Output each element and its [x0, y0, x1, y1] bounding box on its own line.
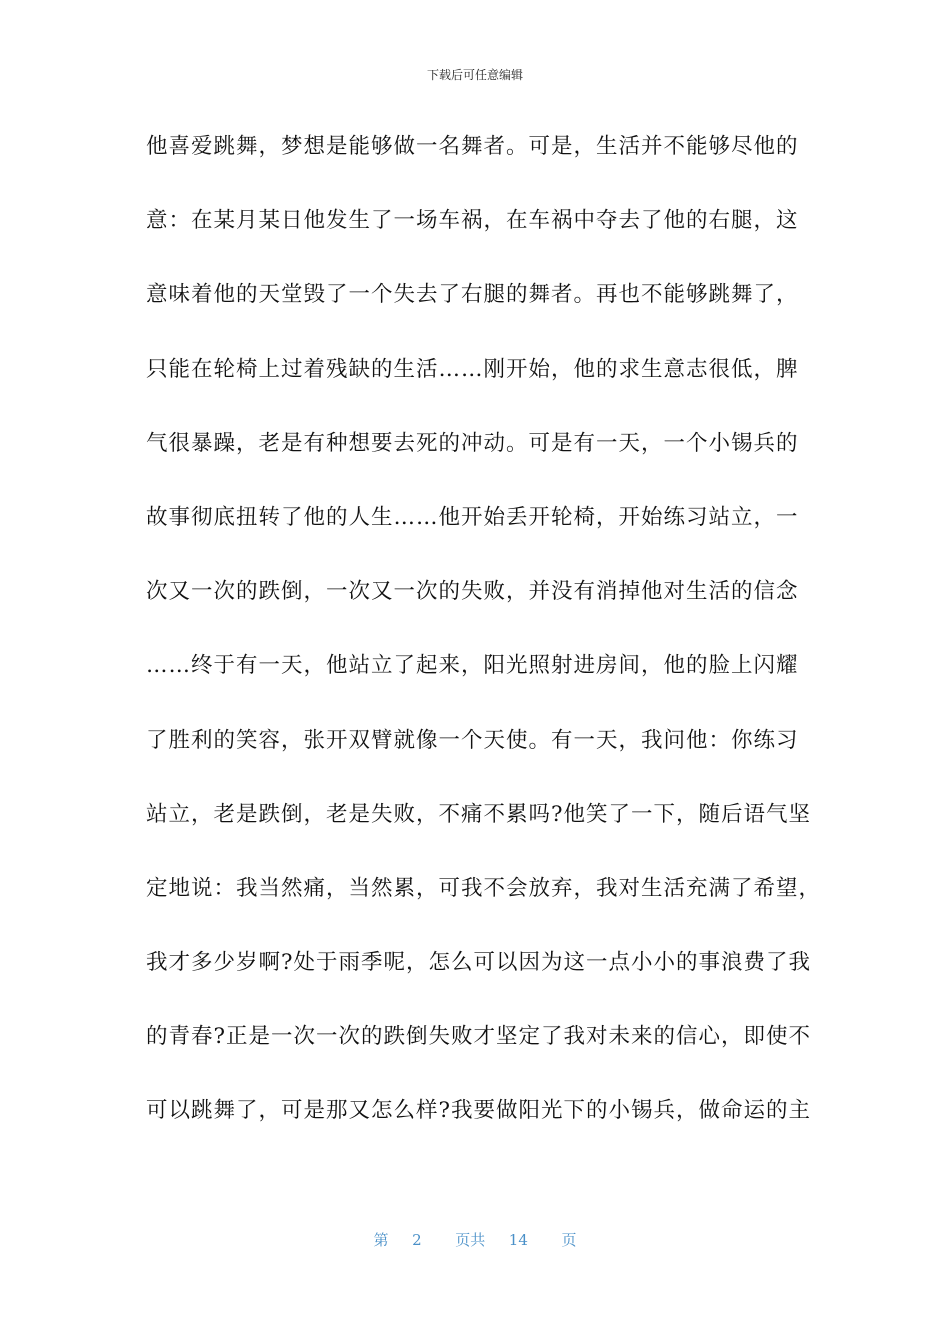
text-line: 我才多少岁啊?处于雨季呢，怎么可以因为这一点小小的事浪费了我 [146, 950, 812, 976]
text-line: 只能在轮椅上过着残缺的生活……刚开始，他的求生意志很低，脾 [146, 356, 799, 382]
text-line: ……终于有一天，他站立了起来，阳光照射进房间，他的脸上闪耀 [146, 653, 799, 679]
page-prefix: 第 [373, 1231, 389, 1249]
body-text [146, 124, 826, 1163]
text-line: 定地说：我当然痛，当然累，可我不会放弃，我对生活充满了希望， [146, 875, 822, 901]
text-line: 他喜爱跳舞，梦想是能够做一名舞者。可是，生活并不能够尽他的 [146, 134, 799, 159]
page-number: 2 [412, 1231, 422, 1249]
page-suffix: 页 [561, 1231, 577, 1249]
total-pages: 14 [508, 1231, 528, 1249]
page-header: 下载后可任意编辑 [426, 68, 523, 82]
page-middle: 页共 [455, 1231, 486, 1249]
text-line: 可以跳舞了，可是那又怎么样?我要做阳光下的小锡兵，做命运的主 [146, 1098, 812, 1124]
text-line: 气很暴躁，老是有种想要去死的冲动。可是有一天，一个小锡兵的 [146, 430, 799, 456]
text-line: 意：在某月某日他发生了一场车祸，在车祸中夺去了他的右腿，这 [146, 208, 799, 234]
text-line: 故事彻底扭转了他的人生……他开始丢开轮椅，开始练习站立，一 [146, 504, 799, 530]
page-footer [0, 1229, 950, 1250]
text-line: 意味着他的天堂毁了一个失去了右腿的舞者。再也不能够跳舞了， [146, 282, 799, 308]
text-line: 的青春?正是一次一次的跌倒失败才坚定了我对未来的信心，即使不 [146, 1024, 812, 1050]
text-line: 次又一次的跌倒，一次又一次的失败，并没有消掉他对生活的信念 [146, 579, 799, 605]
text-line: 站立，老是跌倒，老是失败，不痛不累吗?他笑了一下，随后语气坚 [146, 801, 812, 827]
text-line: 了胜利的笑容，张开双臂就像一个天使。有一天，我问他：你练习 [146, 727, 799, 753]
